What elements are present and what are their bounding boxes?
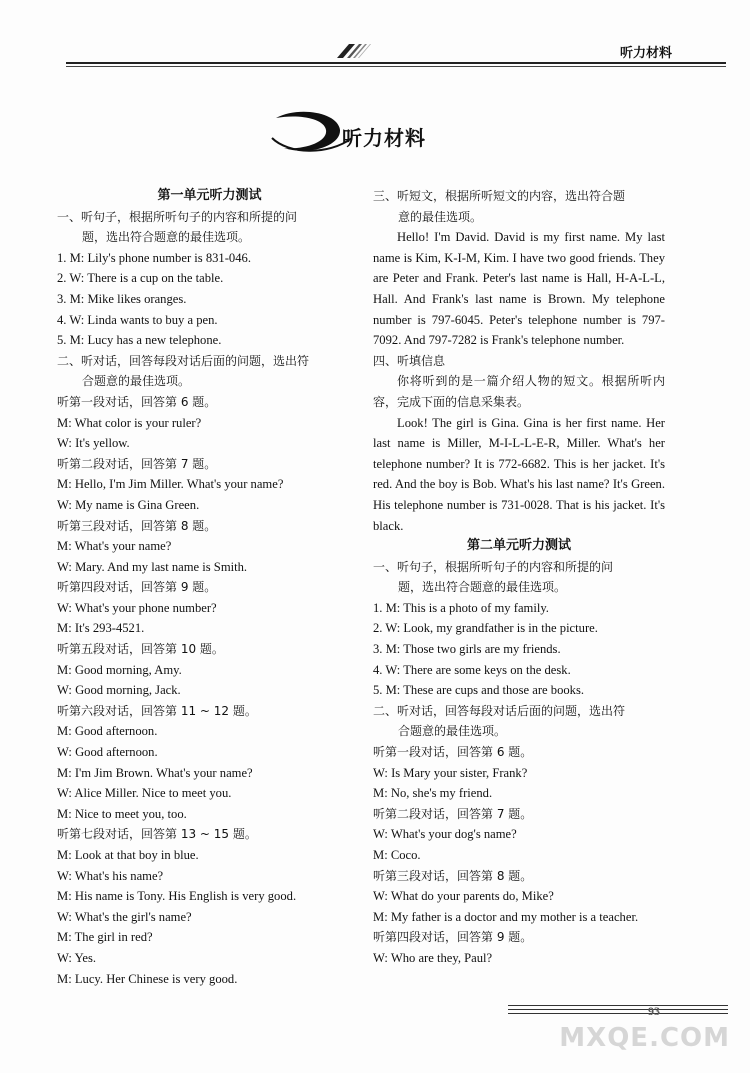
text-line: M: The girl in red? (57, 930, 153, 945)
text-line: M: Hello, I'm Jim Miller. What's your name? (57, 477, 284, 492)
footer-rules (508, 1005, 728, 1017)
page-title-block (268, 108, 488, 158)
watermark: MXQE.COM (559, 1023, 730, 1053)
text-line: 题，选出符合题意的最佳选项。 (82, 230, 251, 245)
text-line: M: Nice to meet you, too. (57, 806, 187, 821)
text-line: M: My father is a doctor and my mother is a teacher. (373, 909, 639, 924)
page-title: 听力材料 (342, 126, 426, 150)
text-line: 合题意的最佳选项。 (82, 374, 191, 389)
text-line: W: What's your phone number? (57, 600, 217, 615)
text-line: 题，选出符合题意的最佳选项。 (398, 580, 567, 595)
text-line: 听第二段对话，回答第 7 题。 (57, 456, 217, 471)
right-column (373, 186, 665, 969)
text-line: 4. W: There are some keys on the desk. (373, 662, 571, 677)
text-line: 3. M: Those two girls are my friends. (373, 642, 561, 657)
text-line: M: Lucy. Her Chinese is very good. (57, 971, 238, 986)
text-line: 意的最佳选项。 (398, 209, 483, 224)
text-line: 二、听对话，回答每段对话后面的问题，选出符 (57, 353, 310, 368)
text-line: M: Good morning, Amy. (57, 662, 182, 677)
text-line: 5. M: Lucy has a new telephone. (57, 333, 222, 348)
text-line: M: His name is Tony. His English is very good. (57, 889, 297, 904)
text-line: M: I'm Jim Brown. What's your name? (57, 765, 253, 780)
text-line: 听第五段对话，回答第 10 题。 (57, 642, 224, 657)
text-line: 听第三段对话，回答第 8 题。 (57, 518, 217, 533)
text-line: W: Alice Miller. Nice to meet you. (57, 786, 232, 801)
text-line: 一、听句子，根据所听句子的内容和所提的问 (373, 559, 614, 574)
unit-heading: 第二单元听力测试 (466, 538, 571, 554)
text-line: 听第三段对话，回答第 8 题。 (373, 868, 533, 883)
unit-heading: 第一单元听力测试 (157, 188, 262, 203)
text-line: 听第一段对话，回答第 6 题。 (57, 394, 217, 409)
text-line: M: Look at that boy in blue. (57, 848, 199, 862)
text-line: W: What's your dog's name? (373, 827, 517, 842)
text-line: W: What's the girl's name? (57, 909, 192, 924)
header-rule-thin (66, 66, 726, 67)
text-line: M: What color is your ruler? (57, 415, 202, 430)
text-line: M: Good afternoon. (57, 724, 158, 739)
text-line: M: Coco. (373, 848, 421, 862)
text-line: 一、听句子，根据所听句子的内容和所提的问 (57, 209, 298, 224)
text-line: 听第二段对话，回答第 7 题。 (373, 806, 533, 821)
header-rule (66, 62, 726, 64)
text-line: 1. M: This is a photo of my family. (373, 600, 549, 615)
text-line: M: No, she's my friend. (373, 786, 493, 801)
text-line: Look! The girl is Gina. Gina is her first name. Her last name is Miller, M-I-L-L-E-R, Miller. What's her telephone number? It is 772-6682. This is her jacket. It's red. And the boy is Bob. What's his last name? It's Green. His telephone number is 731-0028. That is his jacket. It's black. (373, 415, 665, 533)
text-line: 1. M: Lily's phone number is 831-046. (57, 250, 251, 265)
text-line: W: My name is Gina Green. (57, 497, 200, 512)
text-line: 你将听到的是一篇介绍人物的短文。根据所听内容，完成下面的信息采集表。 (373, 374, 665, 409)
text-line: W: What's his name? (57, 868, 164, 883)
text-line: W: Good morning, Jack. (57, 683, 181, 698)
text-line: 5. M: These are cups and those are books. (373, 683, 585, 698)
page-number: 93 (648, 1004, 660, 1018)
text-line: W: What do your parents do, Mike? (373, 889, 554, 904)
text-line: 合题意的最佳选项。 (398, 724, 507, 739)
text-line: M: What's your name? (57, 539, 172, 554)
text-line: W: It's yellow. (57, 436, 130, 451)
text-line: 听第一段对话，回答第 6 题。 (373, 745, 533, 760)
text-line: W: Is Mary your sister, Frank? (373, 765, 528, 780)
text-line: W: Good afternoon. (57, 745, 158, 760)
text-line: 三、听短文，根据所听短文的内容，选出符合题 (373, 189, 626, 203)
left-column (57, 186, 362, 989)
text-line: 二、听对话，回答每段对话后面的问题，选出符 (373, 703, 626, 718)
text-line: 4. W: Linda wants to buy a pen. (57, 312, 218, 327)
text-line: 听第四段对话，回答第 9 题。 (373, 930, 533, 945)
text-line: M: It's 293-4521. (57, 621, 145, 636)
text-line: Hello! I'm David. David is my first name. My last name is Kim, K-I-M, Kim. I have two good friends. They are Peter and Frank. Peter's last name is Hall, H-A-L-L, Hall. And Frank's last name is Brown. My telephone number is 797-6045. Peter's telephone number is 797-7092. And 797-7282 is Frank's telephone number. (373, 230, 665, 348)
text-line: W: Mary. And my last name is Smith. (57, 559, 248, 574)
text-line: 听第七段对话，回答第 13 ~ 15 题。 (57, 827, 257, 842)
text-line: 2. W: There is a cup on the table. (57, 271, 224, 286)
text-line: 2. W: Look, my grandfather is in the picture. (373, 621, 598, 636)
text-line: 四、听填信息 (373, 353, 446, 368)
text-line: W: Yes. (57, 950, 97, 965)
text-line: W: Who are they, Paul? (373, 950, 493, 965)
text-line: 3. M: Mike likes oranges. (57, 291, 187, 306)
text-line: 听第四段对话，回答第 9 题。 (57, 580, 217, 595)
text-line: 听第六段对话，回答第 11 ~ 12 题。 (57, 703, 257, 718)
header-title: 听力材料 (619, 46, 672, 61)
